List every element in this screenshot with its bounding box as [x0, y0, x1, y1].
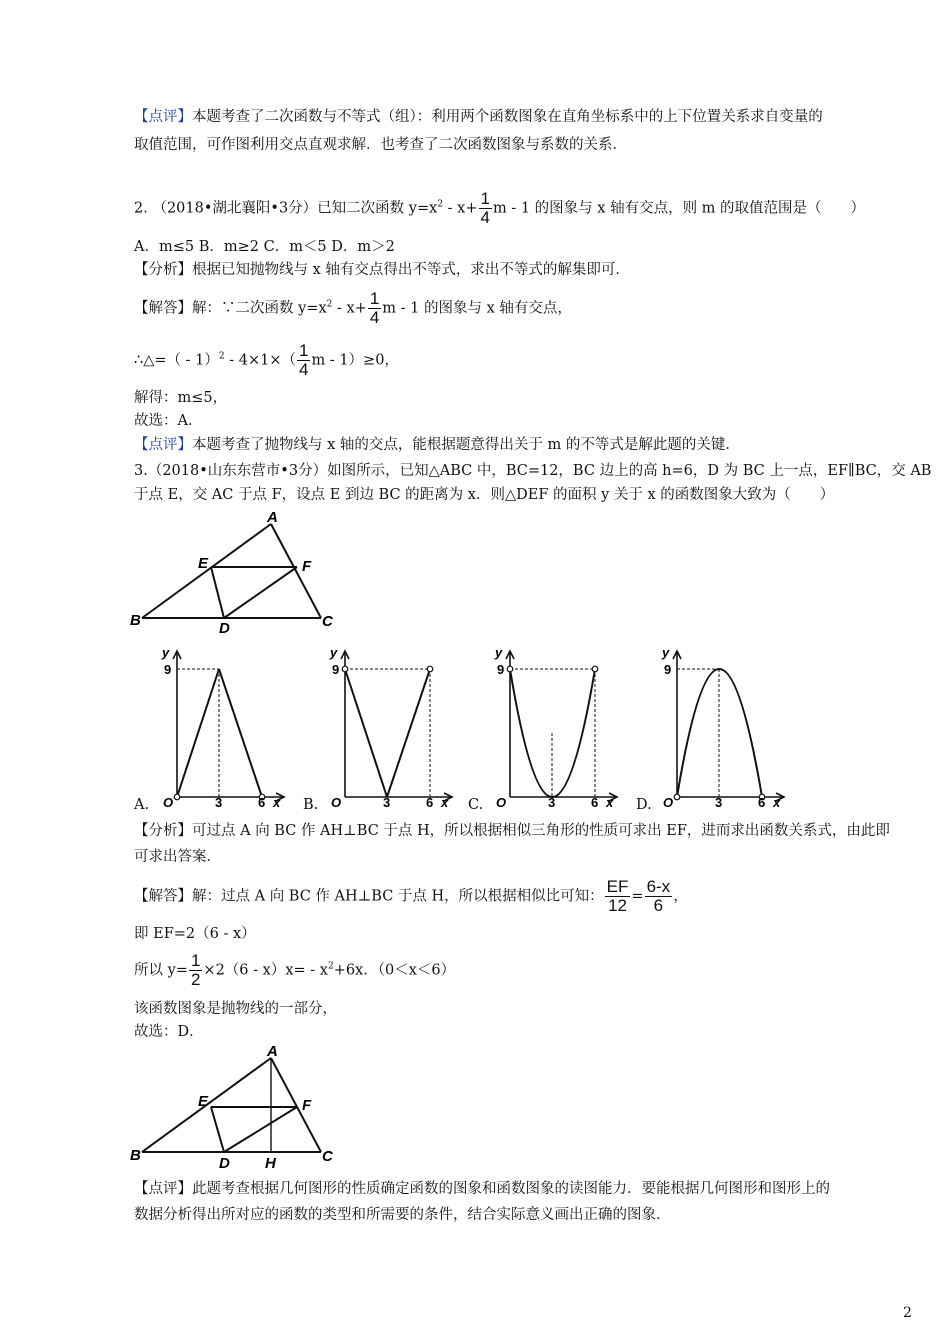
- svg-text:3: 3: [548, 795, 556, 810]
- option-b-label: B.: [303, 797, 319, 813]
- q3-solution: 【解答】解：过点 A 向 BC 作 AH⊥BC 于点 H，所以根据相似比可知： $\frac{EF}{12}$ = $\frac{6-x}{6}$ ，: [134, 877, 688, 915]
- svg-text:9: 9: [164, 662, 172, 677]
- q2-stem: 2. （2018•湖北襄阳•3分）已知二次函数 $y=x^2 - x+$ $\frac{1}{4}$ m - 1 的图象与 x 轴有交点，则 m 的取值范围是（ ）: [134, 189, 866, 227]
- fraction-1-4: $\frac{1}{4}$: [369, 289, 380, 327]
- svg-text:y: y: [162, 645, 170, 660]
- label-E: E: [198, 555, 209, 572]
- svg-text:3: 3: [715, 795, 723, 810]
- q3-analysis-1: 【分析】可过点 A 向 BC 作 AH⊥BC 于点 H，所以根据相似三角形的性质可求出 EF，进而求出函数关系式，由此即: [134, 823, 890, 839]
- fraction-1-2: $\frac{1}{2}$: [190, 951, 201, 989]
- triangle-figure-altitude: [128, 1040, 348, 1175]
- fraction-1-4: $\frac{1}{4}$: [480, 189, 490, 227]
- q3-review-1: 【点评】此题考查根据几何图形的性质确定函数的图象和函数图象的读图能力．要能根据几何图形和图形上的: [134, 1181, 830, 1197]
- q3-parabola-note: 该函数图象是抛物线的一部分，: [134, 1001, 337, 1017]
- label-F: F: [302, 558, 312, 575]
- q3-choose: 故选：D．: [134, 1024, 204, 1040]
- fraction-1-4: $\frac{1}{4}$: [298, 341, 309, 379]
- svg-text:y: y: [495, 645, 503, 660]
- svg-text:x: x: [273, 795, 281, 810]
- svg-text:x: x: [773, 795, 781, 810]
- fraction-ef-12: $\frac{EF}{12}$: [606, 877, 629, 915]
- svg-text:y: y: [662, 645, 670, 660]
- label-H: H: [265, 1155, 276, 1172]
- svg-text:9: 9: [332, 662, 340, 677]
- graph-a: [155, 645, 295, 810]
- label-F: F: [302, 1097, 312, 1114]
- q3-review-2: 数据分析得出所对应的函数的类型和所需要的条件，结合实际意义画出正确的图象．: [134, 1207, 671, 1223]
- label-C: C: [322, 1148, 333, 1165]
- option-a-label: A.: [134, 797, 150, 813]
- option-d-label: D.: [636, 797, 652, 813]
- q2-options: A．m≤5 B．m≥2 C．m＜5 D．m＞2: [134, 239, 395, 255]
- label-A: A: [267, 1043, 278, 1060]
- svg-text:O: O: [163, 795, 174, 810]
- svg-text:O: O: [663, 795, 674, 810]
- svg-text:x: x: [606, 795, 614, 810]
- label-C: C: [322, 613, 333, 630]
- label-D: D: [219, 1155, 230, 1172]
- q2-solution: 【解答】解：∵二次函数 $y=x^2 - x+$ $\frac{1}{4}$ m - 1 的图象与 x 轴有交点，: [134, 289, 572, 327]
- label-A: A: [267, 510, 278, 526]
- q2-choose: 故选：A．: [134, 413, 203, 429]
- svg-text:6: 6: [426, 795, 434, 810]
- svg-text:6: 6: [258, 795, 266, 810]
- q2-analysis: 【分析】根据已知抛物线与 x 轴有交点得出不等式，求出不等式的解集即可．: [134, 262, 630, 278]
- svg-text:6: 6: [758, 795, 766, 810]
- label-B: B: [130, 612, 141, 629]
- q2-review: 【点评】本题考查了抛物线与 x 轴的交点，能根据题意得出关于 m 的不等式是解此题的关键．: [134, 437, 740, 453]
- svg-text:y: y: [330, 645, 338, 660]
- review-tag: 【点评】: [134, 109, 192, 125]
- label-E: E: [198, 1093, 209, 1110]
- svg-text:6: 6: [591, 795, 599, 810]
- svg-text:9: 9: [497, 662, 505, 677]
- review-line-2: 取值范围，可作图利用交点直观求解．也考查了二次函数图象与系数的关系．: [134, 137, 627, 153]
- svg-text:O: O: [331, 795, 342, 810]
- svg-text:O: O: [496, 795, 507, 810]
- page-number: 2: [903, 1305, 912, 1321]
- q2-solve: 解得：m≤5，: [134, 390, 228, 406]
- graph-d: [655, 645, 795, 810]
- q3-y-expression: 所以 y= $\frac{1}{2}$ $\times 2(6 - x)x= - x^2+6x$．（0＜x＜6）: [134, 951, 456, 989]
- svg-text:x: x: [441, 795, 449, 810]
- triangle-figure: [128, 510, 348, 635]
- graph-b: [323, 645, 463, 810]
- graph-c: [488, 645, 628, 810]
- svg-text:3: 3: [215, 795, 223, 810]
- review-line-1: 【点评】本题考查了二次函数与不等式（组）：利用两个函数图象在直角坐标系中的上下位置关系求自变量的: [134, 109, 823, 125]
- q3-analysis-2: 可求出答案．: [134, 849, 221, 865]
- q3-stem-1: 3.（2018•山东东营市•3分）如图所示，已知△ABC 中，BC=12，BC 边上的高 h=6，D 为 BC 上一点，EF∥BC，交 AB: [134, 463, 932, 479]
- q2-delta: ∴△=（ - 1）$^2$ - 4×1×（ $\frac{1}{4}$ m - 1）≥0，: [134, 341, 399, 379]
- svg-text:9: 9: [664, 662, 672, 677]
- svg-text:3: 3: [383, 795, 391, 810]
- fraction-6-x-6: $\frac{6-x}{6}$: [646, 877, 671, 915]
- q3-stem-2: 于点 E，交 AC 于点 F，设点 E 到边 BC 的距离为 x．则△DEF 的面积 y 关于 x 的函数图象大致为（ ）: [134, 487, 835, 503]
- option-c-label: C.: [468, 797, 484, 813]
- label-D: D: [219, 620, 230, 635]
- label-B: B: [130, 1147, 141, 1164]
- q3-ef: 即 EF=2（6 - x）: [134, 926, 256, 942]
